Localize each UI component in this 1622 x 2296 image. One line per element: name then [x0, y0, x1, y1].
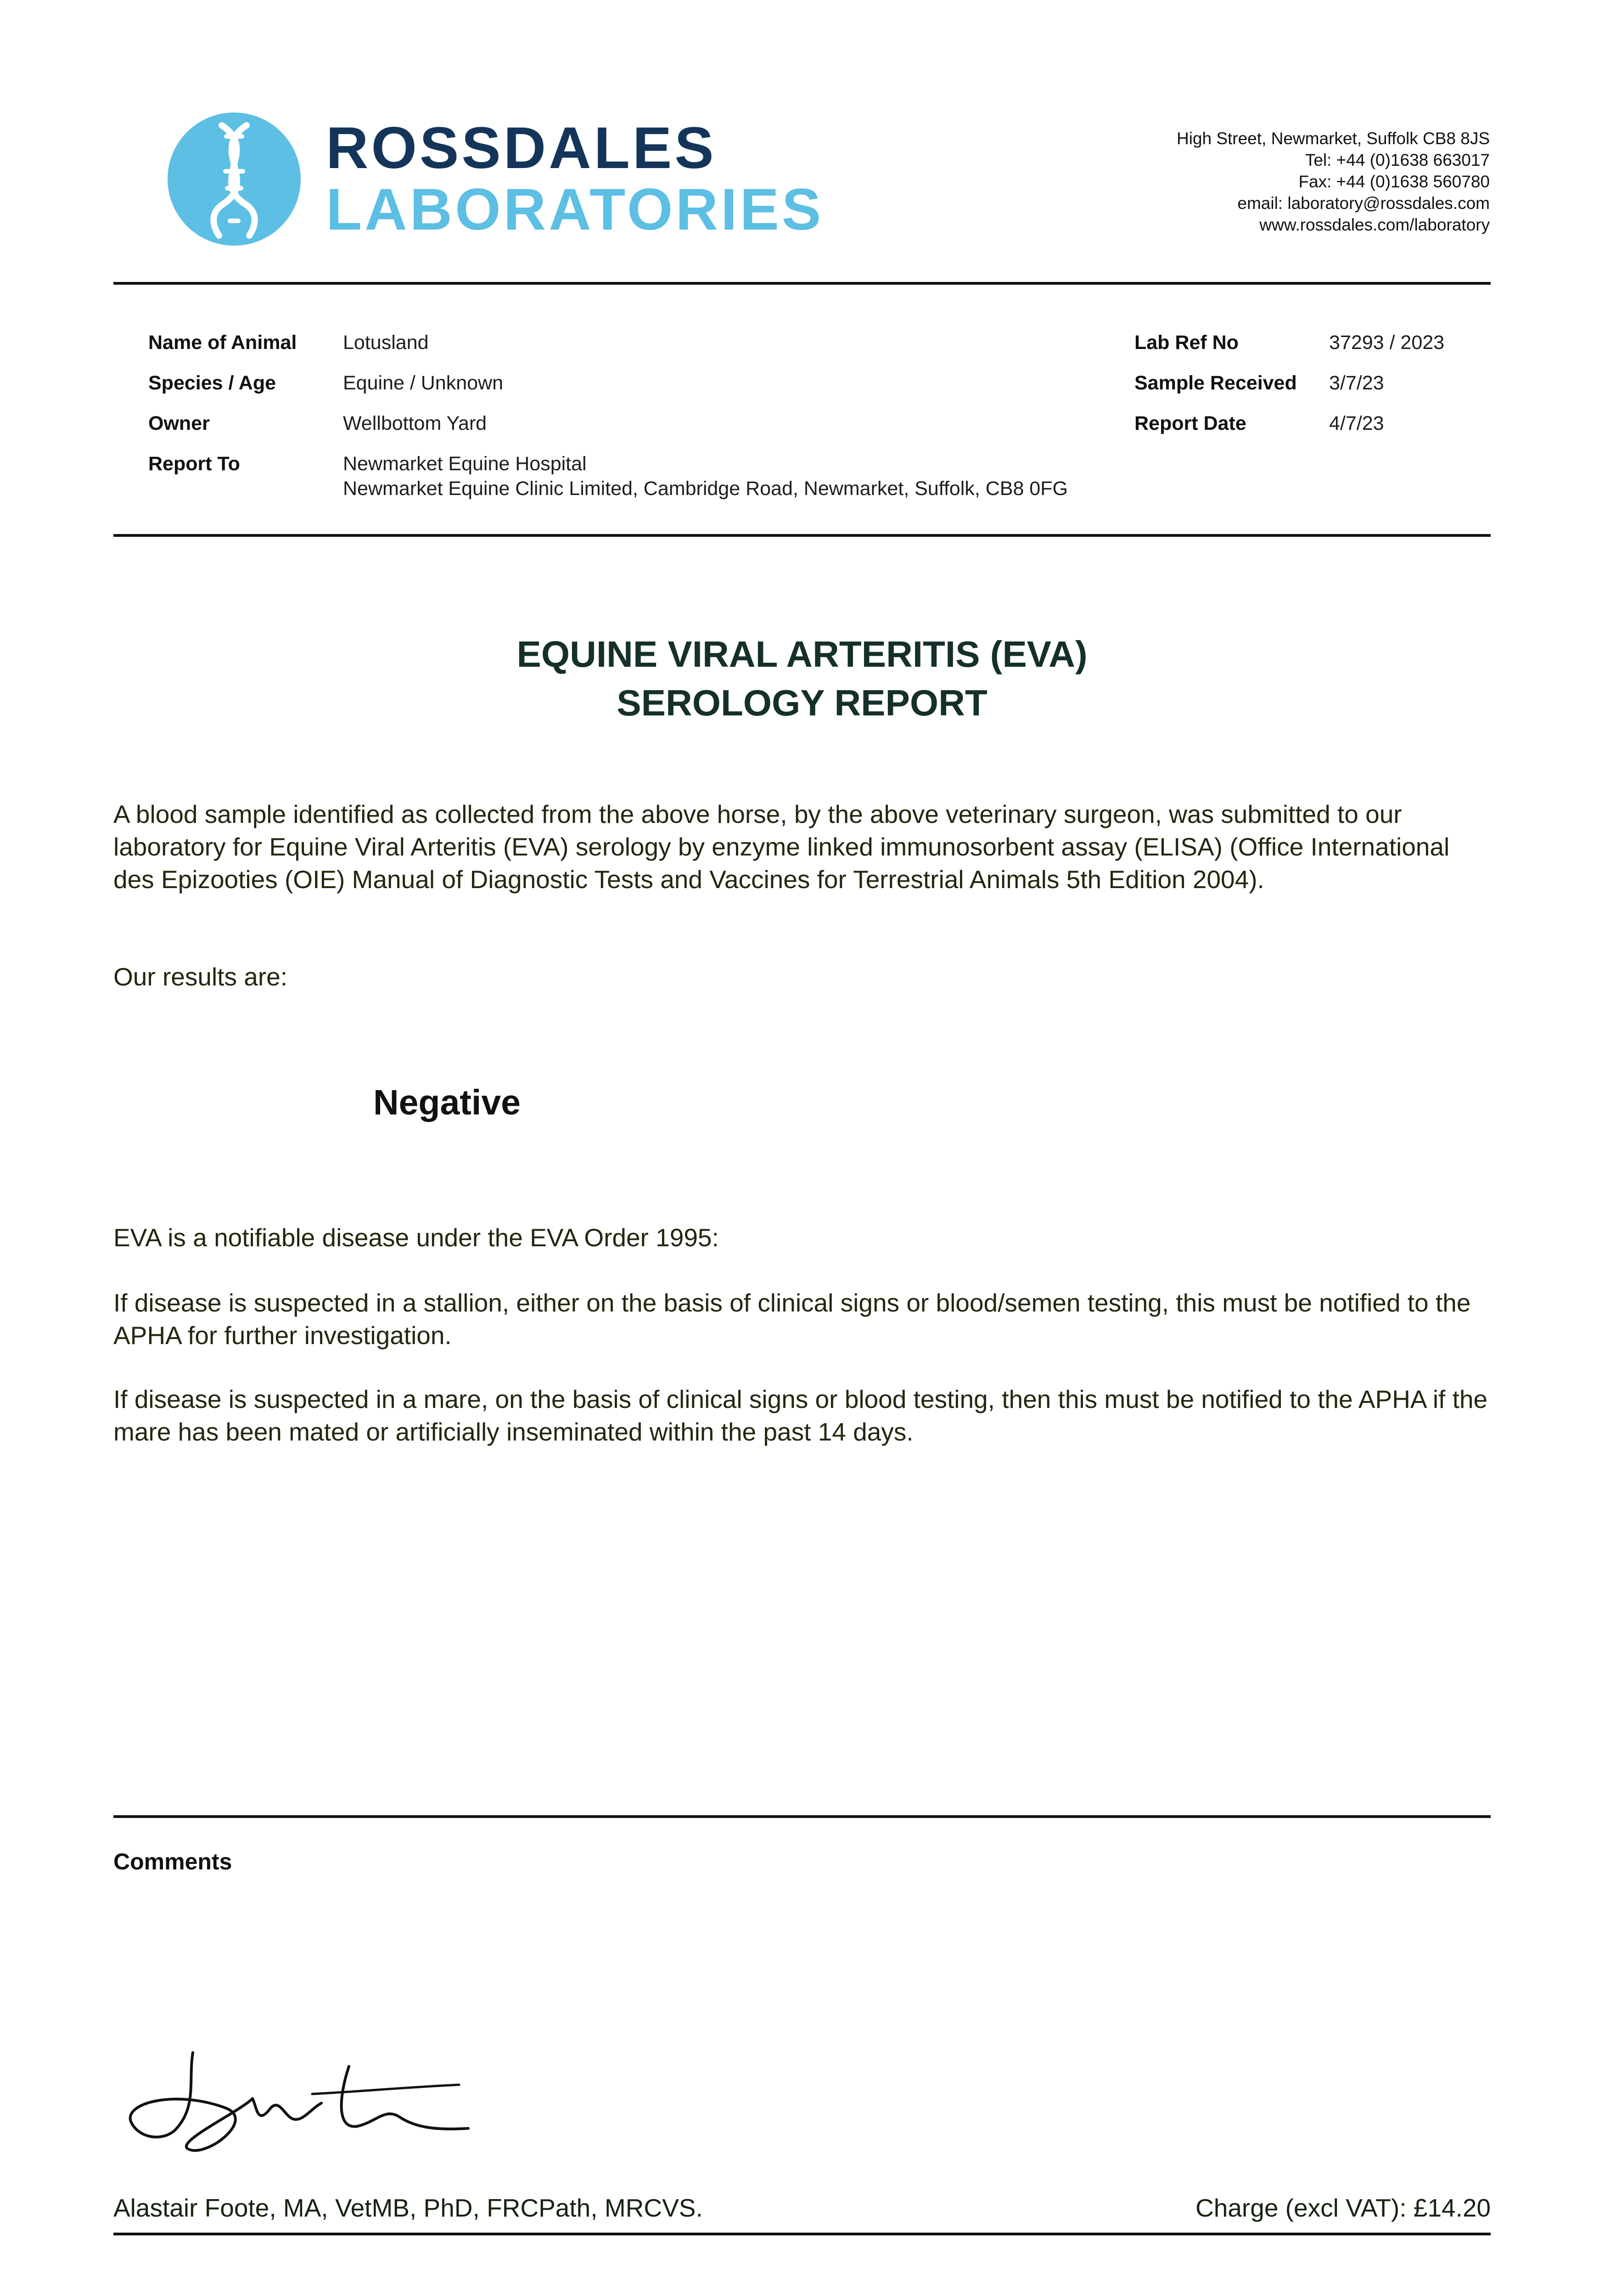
name-label: Name of Animal: [148, 332, 297, 354]
charge-amount: Charge (excl VAT): £14.20: [1195, 2194, 1491, 2222]
report-date-label: Report Date: [1134, 412, 1246, 434]
report-to-label: Report To: [148, 453, 240, 475]
divider: [113, 534, 1491, 537]
lab-ref-value: 37293 / 2023: [1329, 332, 1445, 354]
contact-block: [1177, 128, 1490, 236]
notice-paragraph: EVA is a notifiable disease under the EVA Order 1995:: [113, 1223, 719, 1252]
lab-logo: [168, 113, 833, 246]
divider: [113, 1815, 1491, 1818]
signatory-name: Alastair Foote, MA, VetMB, PhD, FRCPath, MRCVS.: [113, 2194, 703, 2222]
intro-paragraph: A blood sample identified as collected from the above horse, by the above veterinary surgeon, was submitted to our laboratory for Equine Viral Arteritis (EVA) serology by enzyme linked immunosorbent assay (ELISA) (Office International des Epizooties (OIE) Manual of Diagnostic Tests and Vaccines for Terrestrial Animals 5th Edition 2004).: [113, 800, 1450, 894]
lab-ref-label: Lab Ref No: [1134, 332, 1239, 354]
owner-value: Wellbottom Yard: [343, 412, 487, 434]
contact-tel: Tel: +44 (0)1638 663017: [1305, 151, 1490, 169]
divider: [113, 2233, 1491, 2235]
report-title-line1: EQUINE VIRAL ARTERITIS (EVA): [516, 634, 1088, 675]
report-title-line2: SEROLOGY REPORT: [617, 682, 988, 723]
comments-heading: Comments: [113, 1849, 232, 1874]
results-intro: Our results are:: [113, 962, 288, 991]
report-date-value: 4/7/23: [1329, 412, 1384, 434]
result-value: Negative: [373, 1083, 521, 1122]
stallion-paragraph: If disease is suspected in a stallion, either on the basis of clinical signs or blood/semen testing, this must be notified to the APHA for further investigation.: [113, 1289, 1471, 1350]
contact-fax: Fax: +44 (0)1638 560780: [1298, 172, 1490, 191]
brand-name-line1: ROSSDALES: [326, 115, 717, 181]
sample-received-label: Sample Received: [1134, 372, 1297, 394]
signature: [119, 2039, 477, 2163]
mare-paragraph: If disease is suspected in a mare, on the basis of clinical signs or blood testing, then this must be notified to the APHA if the mare has been mated or artificially inseminated within the past 14 days.: [113, 1385, 1488, 1446]
name-value: Lotusland: [343, 332, 429, 354]
contact-website: www.rossdales.com/laboratory: [1259, 215, 1490, 234]
species-label: Species / Age: [148, 372, 276, 394]
divider: [113, 282, 1491, 285]
owner-label: Owner: [148, 412, 210, 434]
report-to-line1: Newmarket Equine Hospital: [343, 453, 587, 475]
species-value: Equine / Unknown: [343, 372, 503, 394]
contact-email: email: laboratory@rossdales.com: [1237, 194, 1490, 213]
sample-received-value: 3/7/23: [1329, 372, 1384, 394]
brand-name-line2: LABORATORIES: [326, 177, 824, 242]
report-to-line2: Newmarket Equine Clinic Limited, Cambridge Road, Newmarket, Suffolk, CB8 0FG: [343, 478, 1068, 500]
dna-helix-icon: [168, 113, 301, 246]
report-title: [113, 630, 1491, 727]
contact-address: High Street, Newmarket, Suffolk CB8 8JS: [1176, 129, 1490, 148]
